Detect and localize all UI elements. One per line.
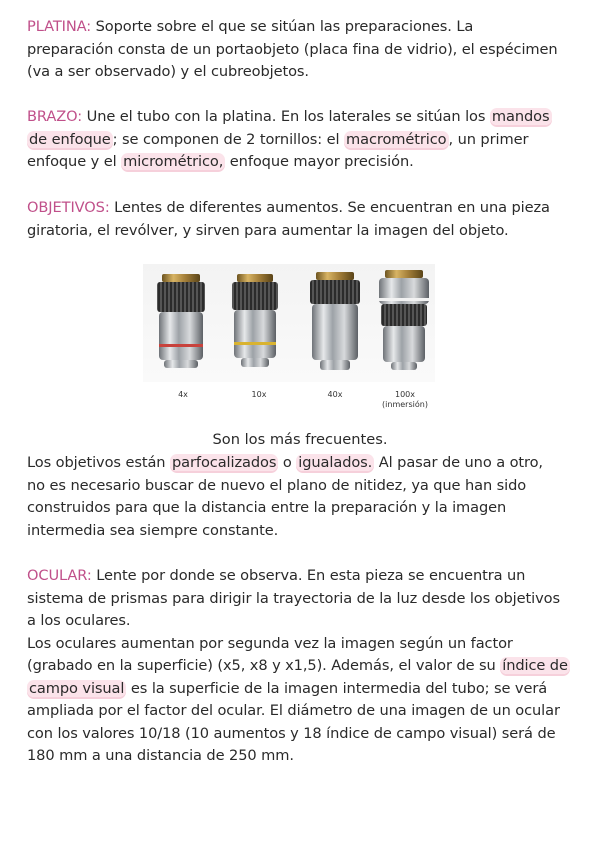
ocular-line-4: Los oculares aumentan por segunda vez la imagen según un factor	[27, 634, 513, 652]
objective-10x	[232, 274, 278, 367]
caption-40x: 40x	[327, 390, 343, 399]
platina-line-1: PLATINA: Soporte sobre el que se sitúan las preparaciones. La	[27, 18, 474, 35]
caption-10x: 10x	[251, 390, 267, 399]
parfocal-paragraph	[27, 452, 577, 542]
band-10x	[234, 342, 276, 345]
platina-line-2: preparación consta de un portaobjeto (placa fina de vidrio), el espécimen	[27, 40, 558, 58]
ocular-term: OCULAR:	[27, 567, 92, 584]
brazo-paragraph	[27, 106, 577, 174]
ocular-line-9: 180 mm a una distancia de 250 mm.	[27, 747, 294, 764]
platina-line-3: (va a ser observado) y el cubreobjetos.	[27, 63, 309, 80]
highlight-macrometrico: macrométrico	[346, 130, 447, 148]
objective-40x	[310, 272, 360, 370]
caption-4x: 4x	[178, 390, 188, 399]
highlight-parfocalizados: parfocalizados	[172, 454, 277, 471]
ocular-line-6: campo visual es la superficie de la imagen intermedia del tubo; se verá	[29, 679, 548, 697]
objective-100x	[379, 270, 429, 370]
brazo-line-3: enfoque y el micrométrico, enfoque mayor precisión.	[27, 153, 414, 170]
parfocal-line-2: no es necesario buscar de nuevo el plano de nitidez, ya que han sido	[27, 476, 527, 494]
objetivos-line-1: OBJETIVOS: Lentes de diferentes aumentos. Se encuentran en una pieza	[27, 199, 550, 216]
objetivos-term: OBJETIVOS:	[27, 199, 110, 216]
ocular-line-2: sistema de prismas para dirigir la trayectoria de la luz desde los objetivos	[27, 589, 560, 607]
objetivos-paragraph	[27, 197, 577, 242]
objective-lenses-figure	[140, 262, 438, 418]
ocular-line-1: OCULAR: Lente por donde se observa. En esta pieza se encuentra un	[27, 567, 526, 584]
band-4x	[159, 344, 203, 347]
ocular-line-8: con los valores 10/18 (10 aumentos y 18 índice de campo visual) será de	[27, 724, 556, 742]
highlight-campo-visual: campo visual	[29, 679, 125, 697]
caption-inmersion: (inmersión)	[382, 400, 428, 409]
highlight-de-enfoque: de enfoque	[29, 130, 111, 148]
parfocal-line-3: construidos para que la distancia entre la preparación y la imagen	[27, 499, 507, 516]
platina-term: PLATINA:	[27, 18, 92, 35]
brazo-line-1: BRAZO: Une el tubo con la platina. En los laterales se sitúan los mandos	[27, 108, 550, 125]
ocular-line-5: (grabado en la superficie) (x5, x8 y x1,5). Además, el valor de su índice de	[27, 657, 568, 674]
objetivos-line-2: giratoria, el revólver, y sirven para aumentar la imagen del objeto.	[27, 221, 509, 239]
ocular-paragraph	[27, 565, 577, 768]
highlight-mandos: mandos	[491, 108, 550, 125]
figure-caption-frecuentes: Son los más frecuentes.	[212, 431, 388, 448]
highlight-indice-de: índice de	[502, 657, 568, 674]
objective-lenses-illustration	[140, 262, 438, 384]
objective-4x	[157, 274, 205, 368]
brazo-term: BRAZO:	[27, 108, 83, 125]
parfocal-line-4: intermedia sea siempre constante.	[27, 521, 279, 539]
highlight-igualados: igualados.	[298, 454, 373, 471]
brazo-line-2: de enfoque ; se componen de 2 tornillos: el macrométrico , un primer	[29, 130, 529, 148]
caption-100x: 100x (inmersión)	[375, 390, 435, 410]
parfocal-line-1: Los objetivos están parfocalizados o igualados. Al pasar de uno a otro,	[27, 454, 543, 471]
platina-paragraph	[27, 16, 577, 84]
ocular-line-7: ampliada por el factor del ocular. El diámetro de una imagen de un ocular	[27, 702, 560, 719]
ocular-line-3: a los oculares.	[27, 612, 131, 629]
highlight-micrometrico: micrométrico,	[123, 153, 224, 170]
